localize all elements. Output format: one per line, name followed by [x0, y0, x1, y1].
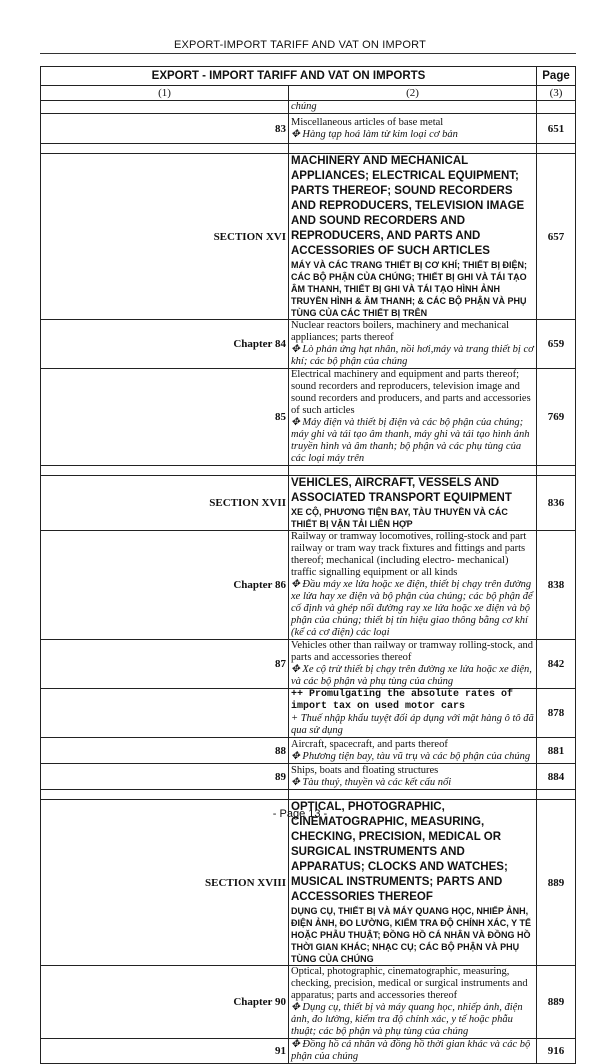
entry-number: 88: [41, 738, 289, 764]
entry-en: Vehicles other than railway or tramway rolling-stock, and parts and accessories thereof: [291, 640, 534, 663]
entry-page: 657: [537, 154, 576, 320]
spacer-row: [41, 790, 576, 800]
entry-page: 889: [537, 800, 576, 966]
entry-number: 91: [41, 1039, 289, 1064]
entry-en: Electrical machinery and equipment and parts thereof; sound recorders and reproducers, television image and sound recorders and producers, and parts and accessories of such articles: [291, 369, 531, 416]
column-number-row: [41, 86, 576, 101]
entry-vi: + Thuế nhập khẩu tuyệt đối áp dụng với mặt hàng ô tô đã qua sử dụng: [291, 713, 534, 736]
table-row: [41, 1039, 576, 1064]
entry-vi: ✥ Xe cộ trừ thiết bị chạy trên đường xe lửa hoặc xe điện, và các bộ phận và phụ tùng của chúng: [291, 664, 532, 687]
spacer-row: [41, 144, 576, 154]
entry-en: Aircraft, spacecraft, and parts thereof: [291, 738, 448, 750]
entry-page: 889: [537, 966, 576, 1039]
table-row: [41, 738, 576, 764]
entry-vi: ✥ Đồng hồ cá nhân và đồng hồ thời gian khác và các bộ phận của chúng: [291, 1039, 531, 1062]
page-number: - Page 13 -: [272, 808, 328, 820]
table-row: [41, 101, 576, 114]
entry-vi: ✥ Máy điện và thiết bị điện và các bộ phận của chúng; máy ghi và tái tạo âm thanh, máy ghi và tái tạo hình ảnh truyền hình và âm thanh; bộ phận và các phụ tùng của các loại máy trên: [291, 417, 530, 464]
entry-page: 651: [537, 114, 576, 144]
section-title-en: OPTICAL, PHOTOGRAPHIC, CINEMATOGRAPHIC, MEASURING, CHECKING, PRECISION, MEDICAL OR SURGICAL INSTRUMENTS AND APPARATUS; CLOCKS AND WATCHES; MUSICAL INSTRUMENTS; PARTS AND ACCESSORIES THEREOF: [291, 801, 508, 903]
entry-number: 87: [41, 640, 289, 689]
entry-en: Nuclear reactors boilers, machinery and mechanical appliances; parts thereof: [291, 320, 510, 343]
table-row: [41, 764, 576, 790]
entry-page: 878: [537, 689, 576, 738]
table-row: [41, 476, 576, 531]
table-row: [41, 369, 576, 466]
col-label-1: (1): [41, 86, 289, 101]
section-title-vi: DỤNG CỤ, THIẾT BỊ VÀ MÁY QUANG HỌC, NHIẾP ẢNH, ĐIỆN ẢNH, ĐO LƯỜNG, KIỂM TRA ĐỘ CHÍNH XÁC, Y TẾ HOẶC PHẪU THUẬT; ĐỒNG HỒ CÁ NHÂN VÀ ĐỒNG HỒ THỜI GIAN KHÁC; NHẠC CỤ; CÁC BỘ PHẬN VÀ PHỤ TÙNG CỦA CHÚNG: [291, 906, 531, 964]
header-rule: [40, 53, 576, 54]
section-title-en: MACHINERY AND MECHANICAL APPLIANCES; ELECTRICAL EQUIPMENT; PARTS THEREOF; SOUND RECORDERS AND REPRODUCERS, TELEVISION IMAGE AND SOUND RECORDERS AND REPRODUCERS, AND PARTS AND ACCESSORIES OF SUCH ARTICLES: [291, 155, 525, 257]
entry-vi: ✥ Dụng cụ, thiết bị và máy quang học, nhiếp ảnh, điện ảnh, đo lường, kiểm tra độ chính xác, y tế hoặc phẫu thuật; các bộ phận và phụ tùng của chúng: [291, 1002, 523, 1037]
entry-vi: ✥ Tàu thuỷ, thuyền và các kết cấu nổi: [291, 776, 452, 788]
table-row: [41, 966, 576, 1039]
running-header: EXPORT-IMPORT TARIFF AND VAT ON IMPORT: [173, 39, 427, 51]
table-row: [41, 114, 576, 144]
entry-vi: ✥ Đầu máy xe lửa hoặc xe điện, thiết bị chạy trên đường xe lửa hay xe điện và bộ phận của chúng; các bộ phận để cố định và ghép nối đường ray xe lửa hoặc xe điện và bộ phận của chúng; thiết bị tín hiệu giao thông bằng cơ khí (kể cả cơ điện) các loại: [291, 579, 533, 638]
section-label: SECTION XVIII: [41, 800, 289, 966]
entry-vi: ✥ Lò phản ứng hạt nhân, nồi hơi,máy và trang thiết bị cơ khí; các bộ phận của chúng: [291, 344, 534, 367]
table-row: [41, 531, 576, 640]
section-label: SECTION XVI: [41, 154, 289, 320]
section-label: SECTION XVII: [41, 476, 289, 531]
spacer-row: [41, 466, 576, 476]
entry-number: 83: [41, 114, 289, 144]
entry-en: Miscellaneous articles of base metal: [291, 116, 444, 128]
table-title: EXPORT - IMPORT TARIFF AND VAT ON IMPORTS: [41, 67, 537, 86]
page-column-header: Page: [537, 67, 576, 86]
table-row: [41, 800, 576, 966]
entry-page: 769: [537, 369, 576, 466]
section-title-vi: MÁY VÀ CÁC TRANG THIẾT BỊ CƠ KHÍ; THIẾT BỊ ĐIỆN; CÁC BỘ PHẬN CỦA CHÚNG; THIẾT BỊ GHI VÀ TÁI TẠO ÂM THANH, THIẾT BỊ GHI VÀ TÁI TẠO HÌNH ẢNH TRUYỀN HÌNH & ÂM THANH; & CÁC BỘ PHẬN VÀ PHỤ TÙNG CỦA CÁC THIẾT BỊ TRÊN: [291, 260, 528, 318]
entry-page: 884: [537, 764, 576, 790]
entry-page: 836: [537, 476, 576, 531]
entry-page: 838: [537, 531, 576, 640]
chapter-label: Chapter 86: [41, 531, 289, 640]
entry-en: ++ Promulgating the absolute rates of import tax on used motor cars: [291, 689, 514, 712]
entry-vi: ✥ Hàng tạp hoá làm từ kim loại cơ bản: [291, 128, 458, 140]
entry-en: Optical, photographic, cinematographic, measuring, checking, precision, medical or surgical instruments and apparatus; parts and accessories thereof: [291, 966, 528, 1001]
contents-table: [40, 66, 576, 1064]
table-row: [41, 689, 576, 738]
entry-en: Ships, boats and floating structures: [291, 764, 439, 776]
table-row: [41, 640, 576, 689]
col-label-2: (2): [289, 86, 537, 101]
entry-page: 842: [537, 640, 576, 689]
entry-page: 659: [537, 320, 576, 369]
section-title-vi: XE CỘ, PHƯƠNG TIỆN BAY, TÀU THUYỀN VÀ CÁC THIẾT BỊ VẬN TẢI LIÊN HỢP: [291, 507, 508, 529]
chapter-label: Chapter 84: [41, 320, 289, 369]
entry-number: 85: [41, 369, 289, 466]
table-title-row: [41, 67, 576, 86]
entry-vi: chúng: [291, 101, 317, 112]
col-label-3: (3): [537, 86, 576, 101]
entry-en: Railway or tramway locomotives, rolling-stock and part railway or tram way track fixtures and fittings and parts thereof; mechanical (including electro- mechanical) traffic signalling equipment or all kinds: [291, 531, 527, 578]
entry-page: 881: [537, 738, 576, 764]
section-title-en: VEHICLES, AIRCRAFT, VESSELS AND ASSOCIATED TRANSPORT EQUIPMENT: [291, 477, 512, 504]
table-row: [41, 154, 576, 320]
table-row: [41, 320, 576, 369]
entry-vi: ✥ Phương tiện bay, tàu vũ trụ và các bộ phận của chúng: [291, 750, 531, 762]
entry-page: 916: [537, 1039, 576, 1064]
entry-number: 89: [41, 764, 289, 790]
chapter-label: Chapter 90: [41, 966, 289, 1039]
